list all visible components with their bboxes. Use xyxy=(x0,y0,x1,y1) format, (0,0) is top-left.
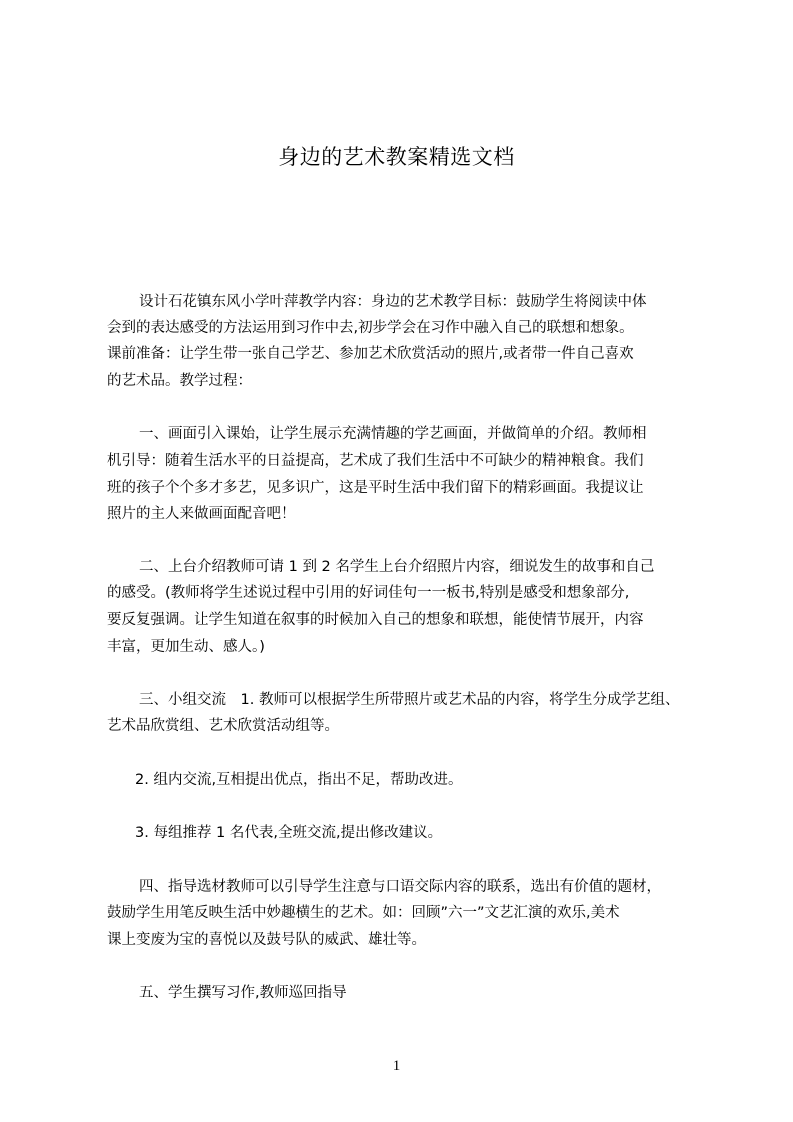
paragraph-3-line-3: 要反复强调。让学生知道在叙事的时候加入自己的想象和联想，能使情节展开，内容 xyxy=(107,612,644,628)
paragraph-3-line-1: 二、上台介绍教师可请 1 到 2 名学生上台介绍照片内容，细说发生的故事和自己 xyxy=(139,559,655,575)
paragraph-2-line-2: 机引导：随着生活水平的日益提高，艺术成了我们生活中不可缺少的精神粮食。我们 xyxy=(107,453,644,469)
paragraph-2-line-1: 一、画面引入课始，让学生展示充满情趣的学艺画面，并做简单的介绍。教师相 xyxy=(139,426,647,442)
paragraph-2-line-4: 照片的主人来做画面配音吧！ xyxy=(107,506,296,522)
paragraph-3-line-4: 丰富，更加生动、感人。) xyxy=(107,639,265,655)
paragraph-7-line-3: 课上变废为宝的喜悦以及鼓号队的威武、雄壮等。 xyxy=(107,932,426,948)
paragraph-5-line-1: 2. 组内交流,互相提出优点，指出不足，帮助改进。 xyxy=(135,772,463,788)
paragraph-1-line-3: 课前准备：让学生带一张自己学艺、参加艺术欣赏活动的照片,或者带一件自己喜欢 xyxy=(107,346,634,362)
paragraph-4-line-1: 三、小组交流 1. 教师可以根据学生所带照片或艺术品的内容，将学生分成学艺组、 xyxy=(139,692,680,708)
paragraph-1-line-1: 设计石花镇东风小学叶萍教学内容：身边的艺术教学目标：鼓励学生将阅读中体 xyxy=(139,294,647,310)
paragraph-7-line-1: 四、指导选材教师可以引导学生注意与口语交际内容的联系，选出有价值的题材， xyxy=(139,879,661,895)
paragraph-7-line-2: 鼓励学生用笔反映生活中妙趣横生的艺术。如：回顾”六一”文艺汇演的欢乐,美术 xyxy=(107,905,620,921)
paragraph-1-line-4: 的艺术品。教学过程： xyxy=(107,373,252,389)
document-title: 身边的艺术教案精选文档 xyxy=(278,145,515,169)
paragraph-2-line-3: 班的孩子个个多才多艺，见多识广，这是平时生活中我们留下的精彩画面。我提议让 xyxy=(107,480,644,496)
page-number: 1 xyxy=(392,1058,401,1074)
paragraph-8-line-1: 五、学生撰写习作,教师巡回指导 xyxy=(139,985,347,1001)
paragraph-3-line-2: 的感受。(教师将学生述说过程中引用的好词佳句一一板书,特别是感受和想象部分, xyxy=(107,585,630,601)
paragraph-1-line-2: 会到的表达感受的方法运用到习作中去,初步学会在习作中融入自己的联想和想象。 xyxy=(107,320,634,336)
paragraph-4-line-2: 艺术品欣赏组、艺术欣赏活动组等。 xyxy=(107,718,339,734)
paragraph-6-line-1: 3. 每组推荐 1 名代表,全班交流,提出修改建议。 xyxy=(135,825,443,841)
